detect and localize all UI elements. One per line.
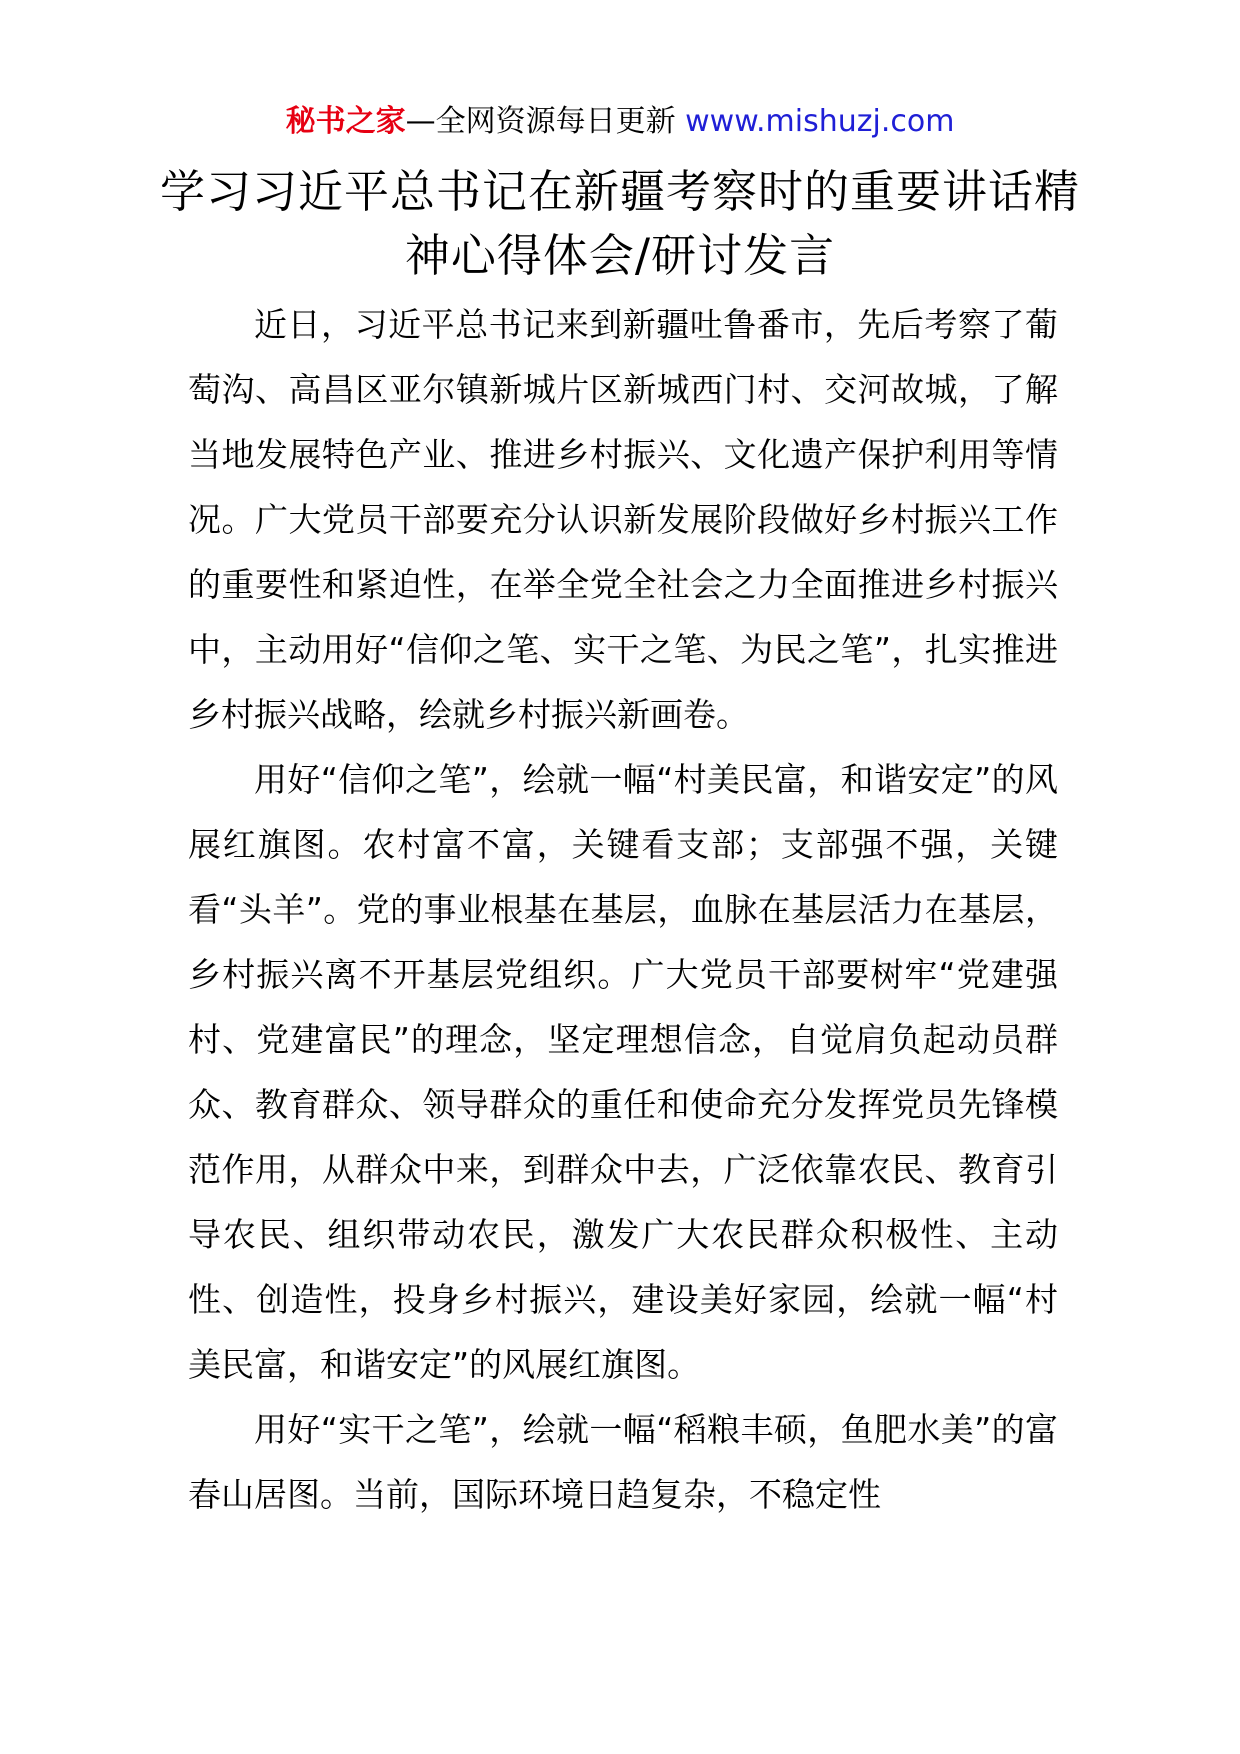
paragraph: 用好“实干之笔”，绘就一幅“稻粮丰硕，鱼肥水美”的富春山居图。当前，国际环境日趋复杂，不稳定性 [188, 1410, 1058, 1514]
paragraph: 用好“信仰之笔”，绘就一幅“村美民富，和谐安定”的风展红旗图。农村富不富，关键看支部；支部强不强，关键看“头羊”。党的事业根基在基层，血脉在基层活力在基层，乡村振兴离不开基层党组织。广大党员干部要树牢“党建强村、党建富民”的理念，坚定理想信念，自觉肩负起动员群众、教育群众、领导群众的重任和使命充分发挥党员先锋模范作用，从群众中来，到群众中去，广泛依靠农民、教育引导农民、组织带动农民，激发广大农民群众积极性、主动性、创造性，投身乡村振兴，建设美好家园，绘就一幅“村美民富，和谐安定”的风展红旗图。 [188, 760, 1058, 1384]
site-header [0, 100, 1240, 144]
site-tagline: —全网资源每日更新 [405, 104, 686, 139]
site-url-link[interactable]: www.mishuzj.com [685, 104, 955, 139]
document-title: 学习习近平总书记在新疆考察时的重要讲话精神心得体会/研讨发言 [159, 165, 1080, 282]
paragraph: 近日，习近平总书记来到新疆吐鲁番市，先后考察了葡萄沟、高昌区亚尔镇新城片区新城西门村、交河故城，了解当地发展特色产业、推进乡村振兴、文化遗产保护利用等情况。广大党员干部要充分认识新发展阶段做好乡村振兴工作的重要性和紧迫性，在举全党全社会之力全面推进乡村振兴中，主动用好“信仰之笔、实干之笔、为民之笔”，扎实推进乡村振兴战略，绘就乡村振兴新画卷。 [188, 305, 1058, 734]
site-brand: 秘书之家 [285, 104, 406, 139]
document-body [188, 292, 1058, 1527]
